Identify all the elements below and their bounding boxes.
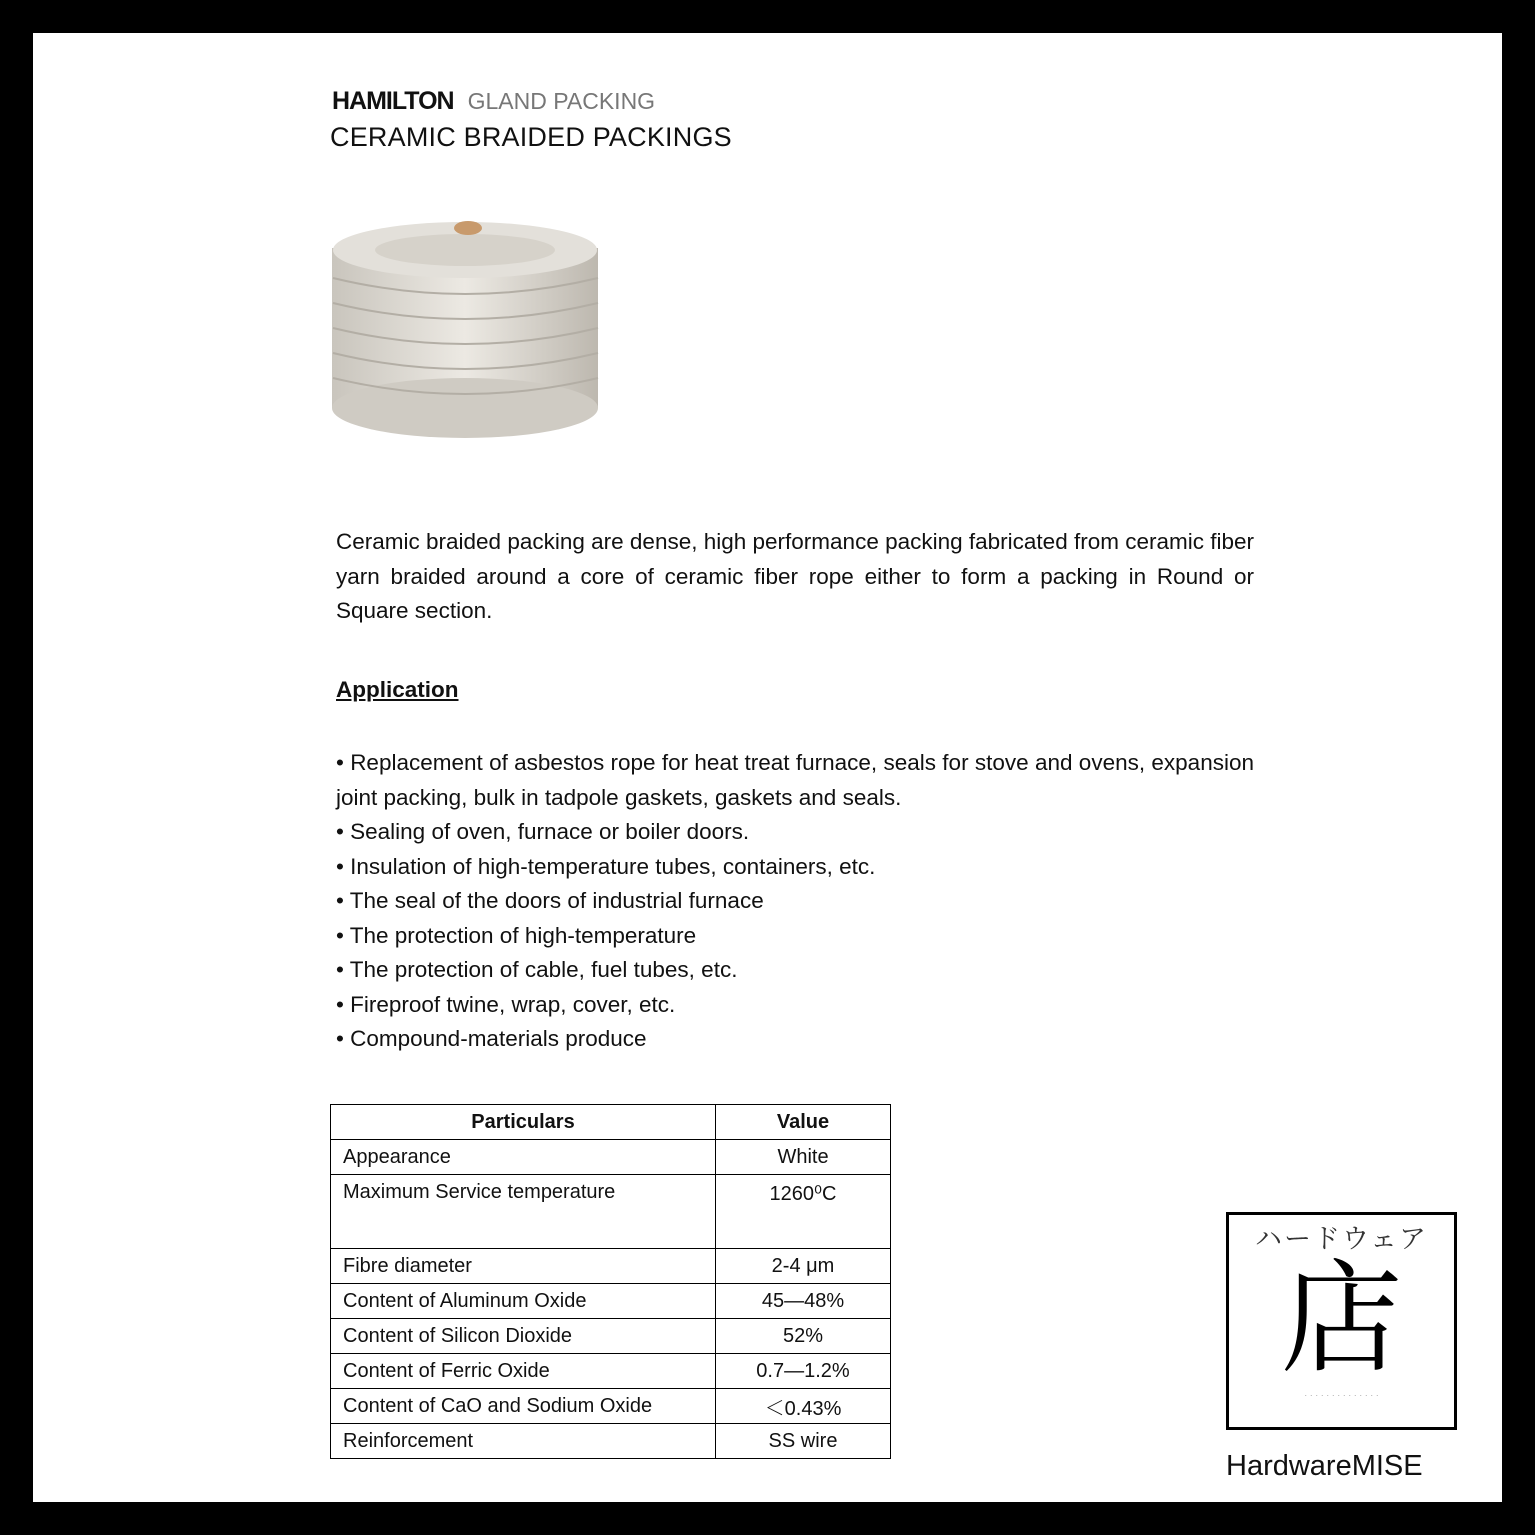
list-item: • The protection of cable, fuel tubes, etc. <box>336 957 738 982</box>
cell-particular: Content of Aluminum Oxide <box>331 1284 716 1319</box>
list-item: • Replacement of asbestos rope for heat treat furnace, seals for stove and ovens, expansion joint packing, bulk in tadpole gaskets, gaskets and seals. <box>336 750 1254 810</box>
logo-tagline-decoration: · · · · · · · · · · · · · · <box>1304 1390 1379 1400</box>
list-item: • Fireproof twine, wrap, cover, etc. <box>336 991 676 1017</box>
column-header-particulars: Particulars <box>331 1105 716 1140</box>
table-row <box>331 1249 891 1284</box>
logo-kanji: 店 <box>1280 1251 1403 1387</box>
cell-value: White <box>716 1140 891 1175</box>
application-heading: Application <box>336 677 459 702</box>
store-logo <box>1226 1212 1457 1430</box>
store-name: HardwareMISE <box>1226 1450 1423 1482</box>
cell-particular: Appearance <box>331 1140 716 1175</box>
table-row <box>331 1319 891 1354</box>
list-item: • Compound-materials produce <box>336 1026 647 1051</box>
brand-subtitle: GLAND PACKING <box>467 88 656 114</box>
column-header-value: Value <box>716 1105 891 1140</box>
page-title: CERAMIC BRAIDED PACKINGS <box>330 122 732 152</box>
table-row <box>331 1354 891 1389</box>
table-row <box>331 1389 891 1424</box>
cell-particular: Content of CaO and Sodium Oxide <box>331 1389 716 1424</box>
cell-value: 1260⁰C <box>716 1175 891 1249</box>
cell-particular: Content of Ferric Oxide <box>331 1354 716 1389</box>
cell-value: ＜0.43% <box>716 1389 891 1424</box>
cell-value: 0.7—1.2% <box>716 1354 891 1389</box>
list-item: • The protection of high-temperature <box>336 922 697 948</box>
product-image-rope-coil <box>330 218 602 440</box>
application-list <box>336 746 1254 1057</box>
cell-value: 52% <box>716 1319 891 1354</box>
table-row <box>331 1175 891 1249</box>
brand-logo: HAMILTON <box>332 87 454 115</box>
list-item: • Sealing of oven, furnace or boiler doors. <box>336 819 750 844</box>
brand-header <box>332 86 655 116</box>
logo-kana: ハードウェア <box>1255 1224 1428 1254</box>
table-row <box>331 1140 891 1175</box>
cell-value: SS wire <box>716 1424 891 1459</box>
cell-particular: Content of Silicon Dioxide <box>331 1319 716 1354</box>
list-item: • The seal of the doors of industrial furnace <box>336 888 764 913</box>
table-row <box>331 1424 891 1459</box>
table-row <box>331 1284 891 1319</box>
cell-particular: Fibre diameter <box>331 1249 716 1284</box>
cell-particular: Maximum Service temperature <box>331 1175 716 1249</box>
specifications-table <box>330 1104 891 1459</box>
cell-value: 45—48% <box>716 1284 891 1319</box>
intro-paragraph: Ceramic braided packing are dense, high performance packing fabricated from ceramic fiber yarn braided around a core of ceramic fiber rope either to form a packing in Round or Square section. <box>336 529 1254 623</box>
cell-value: 2-4 μm <box>716 1249 891 1284</box>
table-header-row <box>331 1105 891 1140</box>
cell-particular: Reinforcement <box>331 1424 716 1459</box>
list-item: • Insulation of high-temperature tubes, containers, etc. <box>336 853 876 879</box>
